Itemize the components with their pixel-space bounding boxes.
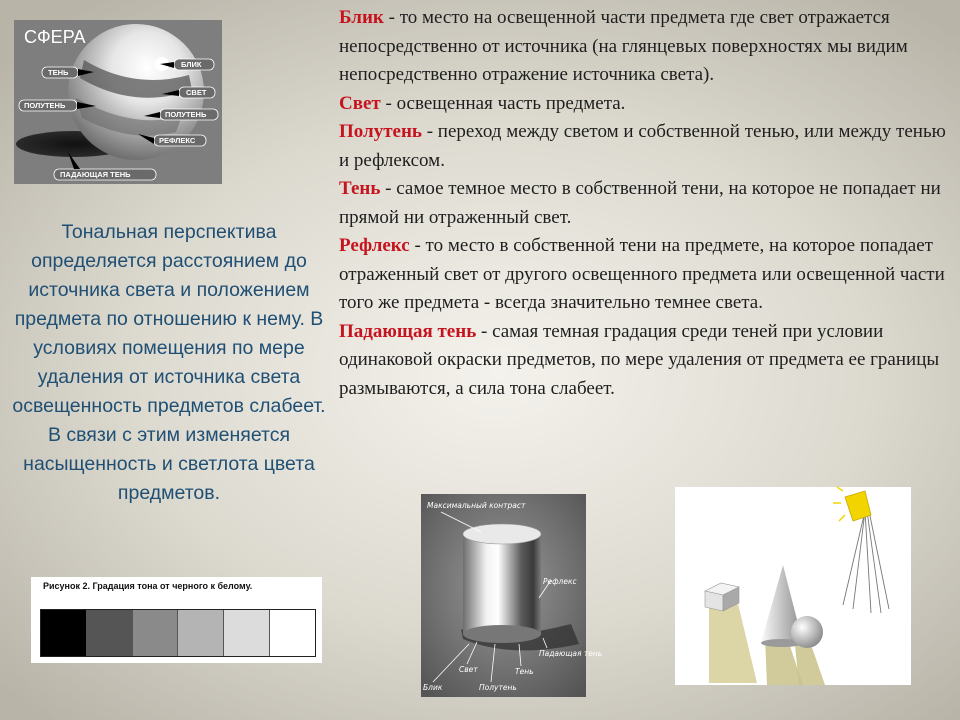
gradation-swatch bbox=[224, 610, 270, 656]
definition-refleks bbox=[339, 232, 951, 318]
term-refleks: Рефлекс bbox=[339, 235, 410, 256]
gradation-swatch bbox=[270, 610, 315, 656]
definition-text-svet: - освещенная часть предмета. bbox=[380, 92, 626, 114]
term-poluten: Полутень bbox=[339, 121, 422, 142]
definition-text-padayushchaya-ten: - самая темная градация среди теней при условии одинаковой окраски предметов, по мере удаления от предмета ее границы размываются, а сила тона слабеет. bbox=[339, 320, 940, 399]
tone-gradation-figure bbox=[31, 577, 322, 663]
gradation-caption: Рисунок 2. Градация тона от черного к белому. bbox=[43, 581, 253, 591]
sphere-label-blik: БЛИК bbox=[181, 60, 202, 69]
tonal-perspective-paragraph: Тональная перспектива определяется расстоянием до источника света и положением предмета по отношению к нему. В условиях помещения по мере удаления от источника света освещенность предметов слабеет. В связи с этим изменяется насыщенность и светлота цвета предметов. bbox=[12, 221, 326, 504]
definition-blik bbox=[339, 4, 951, 90]
sphere-label-padayushchaya-ten: ПАДАЮЩАЯ ТЕНЬ bbox=[60, 170, 131, 179]
gradation-swatch bbox=[178, 610, 224, 656]
cylinder-diagram bbox=[421, 494, 603, 697]
definition-text-ten: - самое темное место в собственной тени, на которое не попадает ни прямой ни отраженный свет. bbox=[339, 178, 941, 228]
term-padayushchaya-ten: Падающая тень bbox=[339, 320, 477, 342]
cylinder-label-ten: Тень bbox=[515, 667, 534, 676]
cylinder-label-svet: Свет bbox=[459, 665, 478, 674]
sphere-label-svet: СВЕТ bbox=[186, 88, 207, 97]
term-ten: Тень bbox=[339, 178, 381, 199]
sphere-label-poluten: ПОЛУТЕНЬ bbox=[24, 101, 66, 110]
gradation-swatch bbox=[41, 610, 87, 656]
definition-svet bbox=[339, 90, 951, 119]
sphere-label-ten: ТЕНЬ bbox=[48, 68, 69, 77]
term-svet: Свет bbox=[339, 92, 381, 114]
cylinder-label-top: Максимальный контраст bbox=[427, 501, 526, 510]
definition-poluten bbox=[339, 118, 951, 175]
cylinder-label-padayushchaya-ten: Падающая тень bbox=[539, 649, 603, 658]
cylinder-label-blik: Блик bbox=[423, 683, 443, 692]
gradation-swatch bbox=[133, 610, 179, 656]
definition-padayushchaya-ten bbox=[339, 318, 951, 404]
gradation-strip bbox=[40, 609, 316, 657]
gradation-swatch bbox=[87, 610, 133, 656]
sphere-label-poluten-right: ПОЛУТЕНЬ bbox=[165, 110, 207, 119]
sphere-label-refleks: РЕФЛЕКС bbox=[159, 136, 196, 145]
definition-text-refleks: - то место в собственной тени на предмете, на которое попадает отраженный свет от другого освещенного предмета или освещенной части того же предмета - всегда значительно темнее света. bbox=[339, 235, 945, 313]
sphere-title: СФЕРА bbox=[24, 27, 86, 47]
lamp-objects-illustration bbox=[675, 487, 911, 685]
cylinder-label-refleks: Рефлекс bbox=[543, 577, 577, 586]
definition-ten bbox=[339, 175, 951, 232]
term-blik: Блик bbox=[339, 7, 384, 28]
cylinder-label-poluten: Полутень bbox=[479, 683, 517, 692]
definitions-list bbox=[339, 4, 951, 403]
definition-text-blik: - то место на освещенной части предмета где свет отражается непосредственно от источника (на глянцевых поверхностях мы видим непосредственно отражение источника света). bbox=[339, 7, 908, 85]
definition-text-poluten: - переход между светом и собственной тенью, или между тенью и рефлексом. bbox=[339, 121, 946, 171]
sphere-diagram bbox=[14, 20, 222, 184]
